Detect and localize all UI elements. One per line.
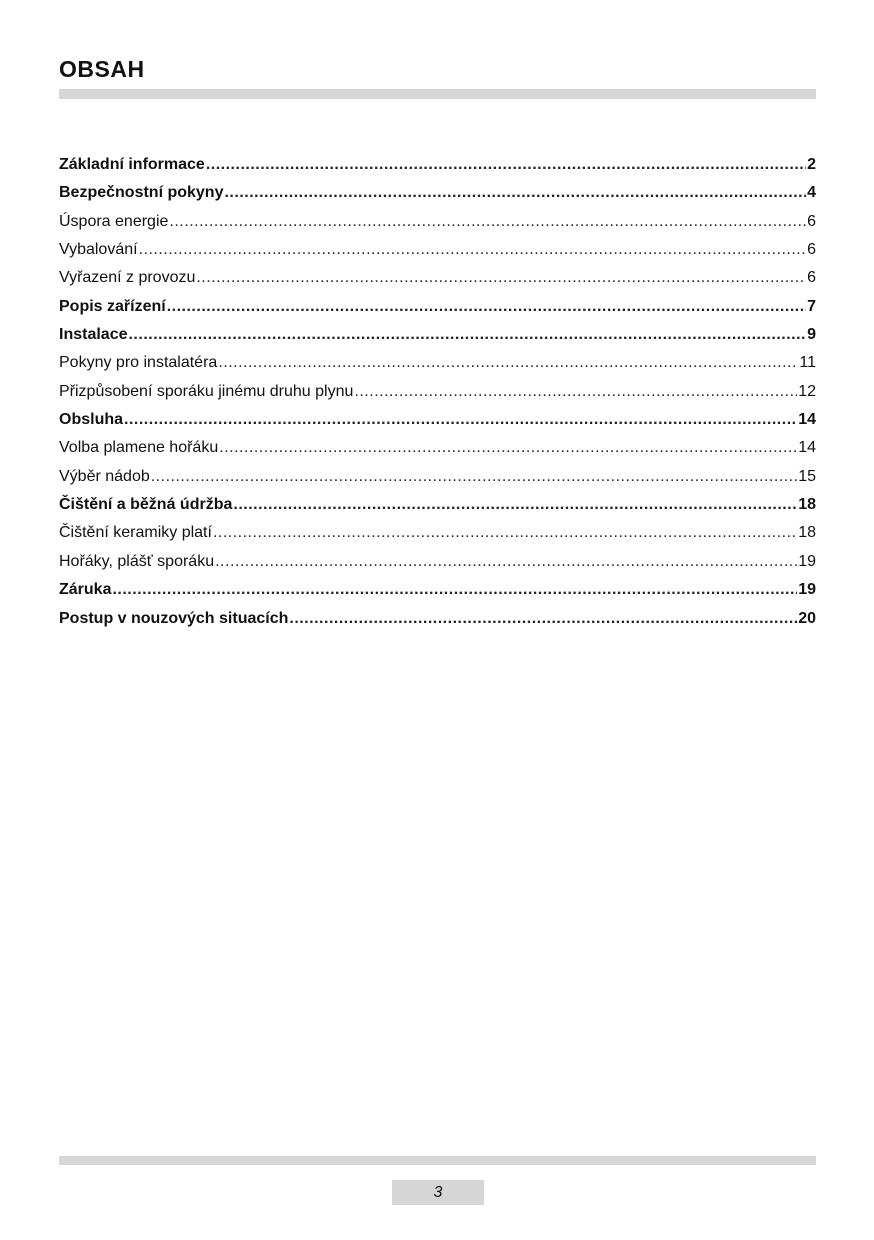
toc-entry-page: 18 (798, 496, 816, 514)
toc-entry-label: Hořáky, plášť sporáku (59, 552, 215, 570)
toc-entry[interactable] (59, 548, 816, 576)
toc-entry-label: Záruka (59, 581, 112, 599)
toc-entry-label: Čištění keramiky platí (59, 524, 212, 542)
toc-entry[interactable] (59, 179, 816, 207)
dot-leader (233, 491, 797, 519)
toc-entry-page: 9 (807, 326, 816, 344)
toc-entry-page: 18 (798, 524, 816, 542)
toc-entry-label: Přizpůsobení sporáku jinému druhu plynu (59, 382, 354, 400)
dot-leader (169, 208, 806, 236)
toc-entry-page: 19 (798, 552, 816, 570)
toc-entry[interactable] (59, 519, 816, 547)
toc-entry-page: 20 (798, 609, 816, 627)
dot-leader (206, 151, 806, 179)
header-divider (59, 89, 816, 99)
toc-entry-label: Bezpečnostní pokyny (59, 184, 224, 202)
footer-divider (59, 1156, 816, 1165)
toc-entry-page: 12 (798, 382, 816, 400)
toc-entry-page: 11 (799, 354, 816, 372)
dot-leader (196, 264, 806, 292)
dot-leader (112, 576, 797, 604)
toc-entry-page: 6 (807, 241, 816, 259)
toc-entry[interactable] (59, 576, 816, 604)
dot-leader (218, 349, 798, 377)
dot-leader (224, 179, 806, 207)
toc-entry[interactable] (59, 605, 816, 633)
toc-entry[interactable] (59, 406, 816, 434)
toc-entry-page: 15 (798, 467, 816, 485)
toc-entry-label: Vyřazení z provozu (59, 269, 196, 287)
dot-leader (167, 293, 806, 321)
dot-leader (213, 519, 797, 547)
dot-leader (289, 605, 797, 633)
toc-entry[interactable] (59, 349, 816, 377)
toc-entry-label: Základní informace (59, 156, 205, 173)
toc-entry-page: 19 (798, 581, 816, 599)
toc-entry-label: Popis zařízení (59, 297, 166, 315)
toc-entry-page: 4 (807, 184, 816, 202)
toc-entry-page: 14 (798, 439, 816, 457)
dot-leader (128, 321, 806, 349)
toc-entry-page: 14 (798, 411, 816, 429)
toc-entry-label: Čištění a běžná údržba (59, 496, 233, 514)
page-number: 3 (392, 1180, 484, 1205)
table-of-contents (59, 151, 816, 633)
toc-entry-label: Pokyny pro instalatéra (59, 354, 218, 372)
toc-entry-label: Postup v nouzových situacích (59, 609, 289, 627)
dot-leader (215, 548, 797, 576)
toc-entry-page: 7 (807, 297, 816, 315)
toc-entry-label: Výběr nádob (59, 467, 150, 485)
dot-leader (139, 236, 807, 264)
toc-entry[interactable] (59, 151, 816, 179)
toc-entry[interactable] (59, 208, 816, 236)
dot-leader (219, 434, 797, 462)
toc-entry[interactable] (59, 264, 816, 292)
page-title: OBSAH (59, 56, 145, 82)
dot-leader (124, 406, 797, 434)
toc-entry[interactable] (59, 378, 816, 406)
toc-entry[interactable] (59, 321, 816, 349)
toc-entry-label: Vybalování (59, 241, 138, 259)
toc-entry-label: Volba plamene hořáku (59, 439, 219, 457)
toc-entry-label: Instalace (59, 326, 128, 344)
toc-entry[interactable] (59, 491, 816, 519)
toc-entry[interactable] (59, 236, 816, 264)
toc-entry-page: 6 (807, 212, 816, 230)
toc-entry-page: 6 (807, 269, 816, 287)
toc-entry-label: Obsluha (59, 411, 124, 429)
toc-entry[interactable] (59, 293, 816, 321)
dot-leader (151, 463, 797, 491)
toc-entry[interactable] (59, 434, 816, 462)
dot-leader (354, 378, 797, 406)
toc-entry-page: 2 (807, 156, 816, 173)
toc-entry[interactable] (59, 463, 816, 491)
toc-entry-label: Úspora energie (59, 212, 169, 230)
